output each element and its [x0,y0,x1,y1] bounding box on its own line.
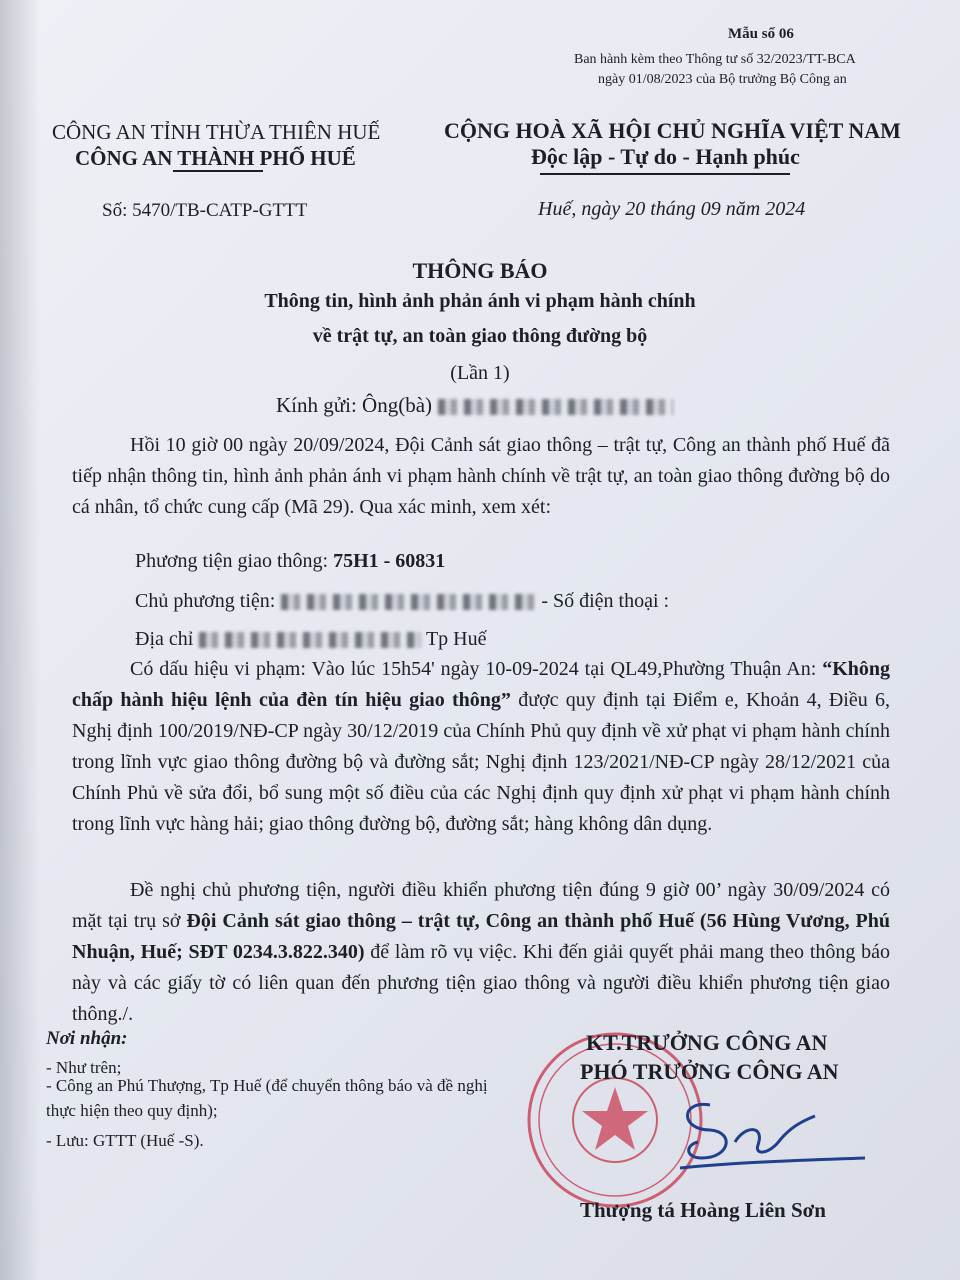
paragraph-request [72,875,890,1030]
paragraph-violation [72,654,890,840]
vehicle-label: Phương tiện giao thông: [135,550,334,572]
document-date: Huế, ngày 20 tháng 09 năm 2024 [538,198,806,220]
recipients-heading: Nơi nhận: [46,1028,128,1049]
recipient-item-2: - Công an Phú Thượng, Tp Huế (để chuyển thông báo và đề nghị thực hiện theo quy định); [46,1076,488,1120]
form-issued-line-1: Ban hành kèm theo Thông tư số 32/2023/TT-BCA [574,52,856,67]
document-number: Số: 5470/TB-CATP-GTTT [102,200,308,221]
handwritten-signature-icon [640,1080,880,1190]
address-line [135,628,487,651]
agency-city: CÔNG AN THÀNH PHỐ HUẾ [75,146,356,170]
redacted-owner [281,594,536,610]
recipient-line [276,393,673,418]
vehicle-line [135,550,445,573]
document-title: THÔNG BÁO [412,258,548,283]
address-label: Địa chỉ [135,628,194,650]
attempt-number: (Lần 1) [450,362,510,384]
phone-label: - Số điện thoại : [541,590,670,612]
page-shadow [0,0,40,1280]
redacted-name [438,399,673,415]
owner-line [135,590,669,613]
recipient-label: Kính gửi: Ông(bà) [276,393,433,417]
request-instructions: để làm rõ vụ việc. Khi đến giải quyết phải mang theo thông báo này và các giấy tờ có liên quan đến phương tiện giao thông và người điều khiển phương tiện giao thông./. [72,941,891,1025]
vehicle-plate: 75H1 - 60831 [333,550,446,572]
violation-description: “Không chấp hành hiệu lệnh của đèn tín hiệu giao thông” [72,658,890,711]
form-number: Mẫu số 06 [728,26,794,42]
recipient-item-1: - Như trên; [46,1058,122,1077]
signature-title-2: PHÓ TRƯỞNG CÔNG AN [580,1059,839,1084]
paragraph-intro: Hồi 10 giờ 00 ngày 20/09/2024, Đội Cảnh sát giao thông – trật tự, Công an thành phố Huế đã tiếp nhận thông tin, hình ảnh phản ánh vi phạm hành chính về trật tự, an toàn giao thông đường bộ do cá nhân, tổ chức cung cấp (Mã 29). Qua xác minh, xem xét: [72,434,890,518]
redacted-address [199,632,421,648]
address-city: Tp Huế [425,628,487,650]
agency-provincial: CÔNG AN TỈNH THỪA THIÊN HUẾ [52,120,381,144]
violation-intro: Có dấu hiệu vi phạm: Vào lúc 15h54' ngày 10-09-2024 tại QL49,Phường Thuận An: [130,658,823,680]
signature-title-1: KT.TRƯỞNG CÔNG AN [586,1030,828,1055]
document-subtitle-1: Thông tin, hình ảnh phản ánh vi phạm hành chính [264,290,696,312]
nation-motto: Độc lập - Tự do - Hạnh phúc [531,144,800,169]
request-intro: Đề nghị chủ phương tiện, người điều khiển phương tiện đúng 9 giờ 00’ ngày 30/09/2024 có mặt tại trụ sở [72,879,890,932]
agency-underline [173,170,263,172]
signer-name: Thượng tá Hoàng Liên Sơn [580,1198,826,1222]
owner-label: Chủ phương tiện: [135,590,276,612]
document-subtitle-2: về trật tự, an toàn giao thông đường bộ [312,325,648,347]
violation-legal-basis: được quy định tại Điểm e, Khoản 4, Điều 6, Nghị định 100/2019/NĐ-CP ngày 30/12/2019 của Chính Phủ quy định về xử phạt vi phạm hành chính trong lĩnh vực giao thông đường bộ và đường sắt; Nghị định 123/2021/NĐ-CP ngày 28/12/2021 của Chính Phủ về sửa đổi, bổ sung một số điều của các Nghị định quy định xử phạt vi phạm hành chính trong lĩnh vực hàng hải; giao thông đường bộ, đường sắt; hàng không dân dụng. [72,689,890,835]
nation-name: CỘNG HOÀ XÃ HỘI CHỦ NGHĨA VIỆT NAM [444,118,901,143]
form-issued-line-2: ngày 01/08/2023 của Bộ trưởng Bộ Công an [598,72,847,87]
recipient-item-3: - Lưu: GTTT (Huế -S). [46,1131,204,1150]
motto-underline [540,173,790,175]
office-address: Đội Cảnh sát giao thông – trật tự, Công an thành phố Huế (56 Hùng Vương, Phú Nhuận, Huế; SĐT 0234.3.822.340) [72,910,891,963]
